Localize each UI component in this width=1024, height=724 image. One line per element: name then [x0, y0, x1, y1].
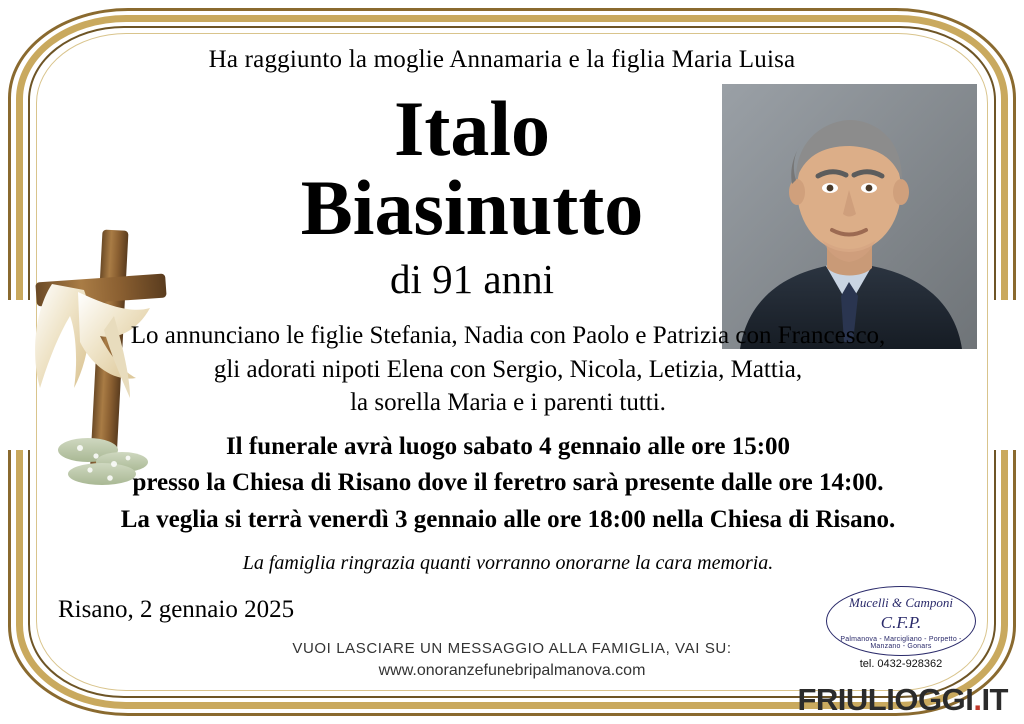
watermark-dot: .	[973, 682, 982, 717]
vigil-line: La veglia si terrà venerdì 3 gennaio alle ore 18:00 nella Chiesa di Risano.	[120, 505, 896, 533]
friulioggi-watermark	[797, 682, 1008, 718]
footer-website[interactable]: www.onoranzefunebripalmanova.com	[378, 662, 646, 679]
place-and-date: Risano, 2 gennaio 2025	[58, 596, 295, 623]
notice-text	[60, 46, 964, 575]
last-name: Biasinutto	[300, 163, 644, 251]
stamp-brand: Mucelli & Camponi	[849, 595, 953, 610]
border-gap-right	[990, 300, 1024, 450]
thanks-line: La famiglia ringrazia quanti vorranno onorarne la cara memoria.	[242, 551, 774, 574]
funeral-home-stamp	[826, 586, 976, 670]
funeral-line: Il funerale avrà luogo sabato 4 gennaio alle ore 15:00	[225, 433, 791, 461]
intro-line: Ha raggiunto la moglie Annamaria e la figlia Maria Luisa	[208, 46, 796, 73]
stamp-places: Palmanova - Marcigliano - Porpetto - Manzano - Gonars	[840, 636, 962, 650]
church-line: presso la Chiesa di Risano dove il feretro sarà presente dalle ore 14:00.	[132, 469, 884, 497]
stamp-telephone: tel. 0432-928362	[859, 658, 943, 670]
announce-line-1: Lo annunciano le figlie Stefania, Nadia con Paolo e Patrizia con Francesco,	[130, 322, 886, 350]
first-name: Italo	[394, 85, 550, 172]
age-line: di 91 anni	[390, 256, 554, 303]
watermark-tld: IT	[981, 682, 1008, 717]
stamp-monogram: C.F.P.	[880, 613, 922, 632]
announce-line-3: la sorella Maria e i parenti tutti.	[350, 388, 666, 416]
footer-message-text: VUOI LASCIARE UN MESSAGGIO ALLA FAMIGLIA, VAI SU:	[292, 640, 732, 657]
watermark-part1: FRIULI	[797, 682, 895, 717]
watermark-part2: OGGI	[894, 682, 974, 717]
announce-line-2: gli adorati nipoti Elena con Sergio, Nicola, Letizia, Mattia,	[213, 355, 803, 383]
